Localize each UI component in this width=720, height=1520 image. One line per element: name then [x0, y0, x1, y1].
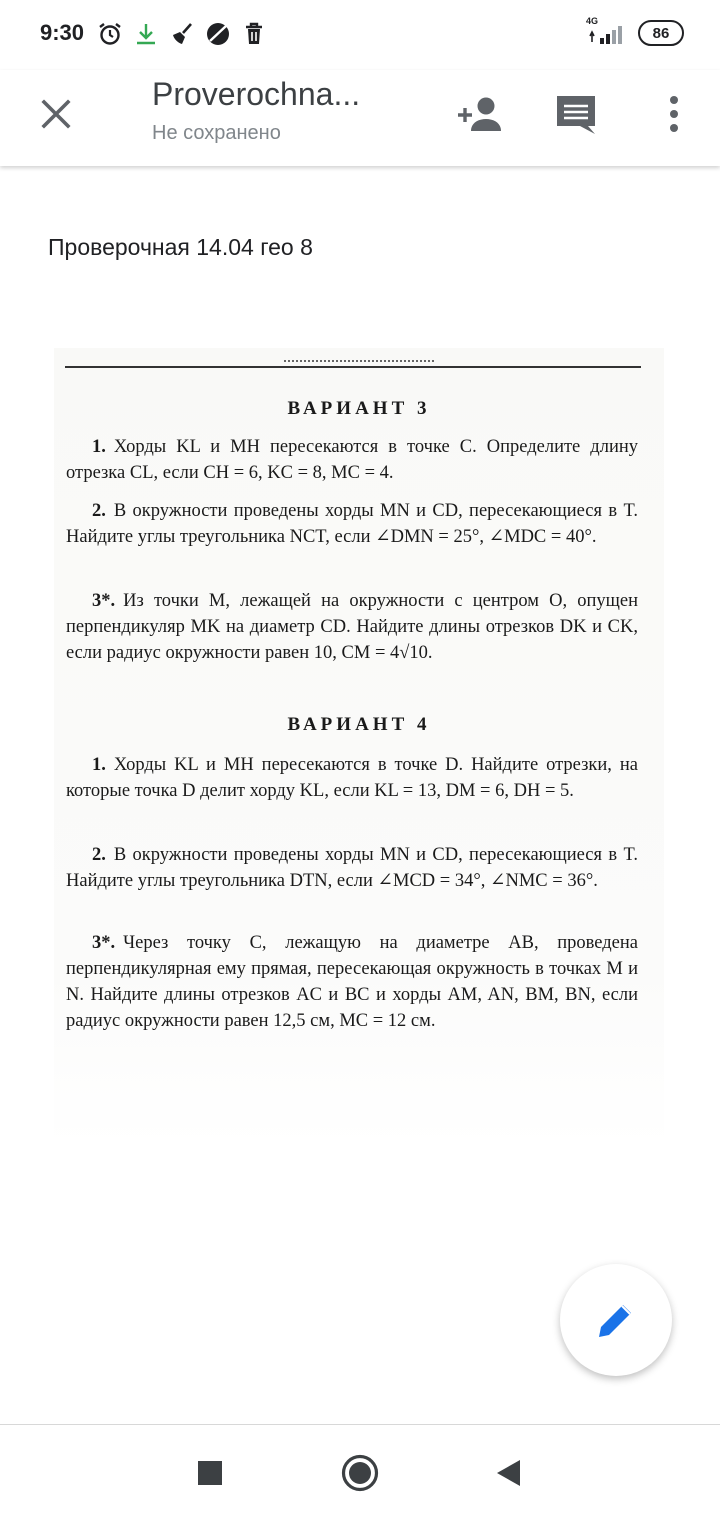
status-icons [96, 20, 268, 48]
back-button[interactable] [482, 1447, 534, 1499]
recents-button[interactable] [184, 1447, 236, 1499]
pencil-icon [595, 1299, 637, 1341]
network-type: 4G [586, 16, 599, 26]
variant-3-title: ВАРИАНТ 3 [287, 398, 431, 419]
top-rule [65, 366, 641, 368]
signal-icon [586, 16, 628, 46]
broom-icon [168, 20, 196, 48]
close-icon [39, 97, 73, 131]
app-bar [0, 70, 720, 166]
download-icon [132, 20, 160, 48]
system-nav-bar [0, 1424, 720, 1520]
problem-3-2: 2. В окружности проведены хорды MN и CD, пересекающиеся в T. Найдите углы треугольника NCT, если ∠DMN = 25°, ∠MDC = 40°. [66, 501, 638, 547]
comment-icon [554, 92, 598, 136]
problem-4-2: 2. В окружности проведены хорды MN и CD, пересекающиеся в T. Найдите углы треугольника DTN, если ∠MCD = 34°, ∠NMC = 36°. [66, 845, 638, 891]
status-bar [0, 0, 720, 70]
sphere-icon [204, 20, 232, 48]
cut-off-header [284, 352, 434, 362]
alarm-icon [96, 20, 124, 48]
trash-icon [240, 20, 268, 48]
add-person-icon [456, 95, 504, 133]
more-vert-icon [669, 96, 679, 132]
variant-4-title: ВАРИАНТ 4 [287, 714, 431, 735]
scanned-page-image [54, 348, 664, 1148]
status-time: 9:30 [40, 20, 85, 45]
home-button[interactable] [334, 1447, 386, 1499]
more-options-button[interactable] [648, 88, 700, 140]
battery-indicator: 86 [638, 20, 684, 46]
home-circle-icon [340, 1453, 380, 1493]
comment-button[interactable] [550, 88, 602, 140]
problem-3-3: 3*. Из точки M, лежащей на окружности с центром O, опущен перпендикуляр MK на диаметр CD. Найдите длины отрезков DK и CK, если радиус окружности равен 10, CM = 4√10. [66, 591, 638, 663]
document-heading: Проверочная 14.04 гео 8 [48, 234, 313, 260]
back-triangle-icon [494, 1458, 522, 1488]
save-status: Не сохранено [152, 122, 281, 144]
square-icon [197, 1460, 223, 1486]
share-button[interactable] [454, 88, 506, 140]
close-button[interactable] [32, 90, 80, 138]
problem-4-1: 1. Хорды KL и MH пересекаются в точке D. Найдите отрезки, на которые точка D делит хорду KL, если KL = 13, DM = 6, DH = 5. [66, 755, 638, 801]
problem-3-1: 1. Хорды KL и MH пересекаются в точке C. Определите длину отрезка CL, если CH = 6, KC = 8, MC = 4. [66, 437, 638, 483]
edit-fab-button[interactable] [560, 1264, 672, 1376]
problem-4-3: 3*. Через точку C, лежащую на диаметре AB, проведена перпендикулярная ему прямая, пересекающая окружность в точках M и N. Найдите длины отрезков AC и BC и хорды AM, AN, BM, BN, если радиус окружности равен 12,5 см, MC = 12 см. [66, 933, 638, 1031]
status-right [586, 16, 684, 46]
document-title: Proverochna... [152, 76, 361, 112]
